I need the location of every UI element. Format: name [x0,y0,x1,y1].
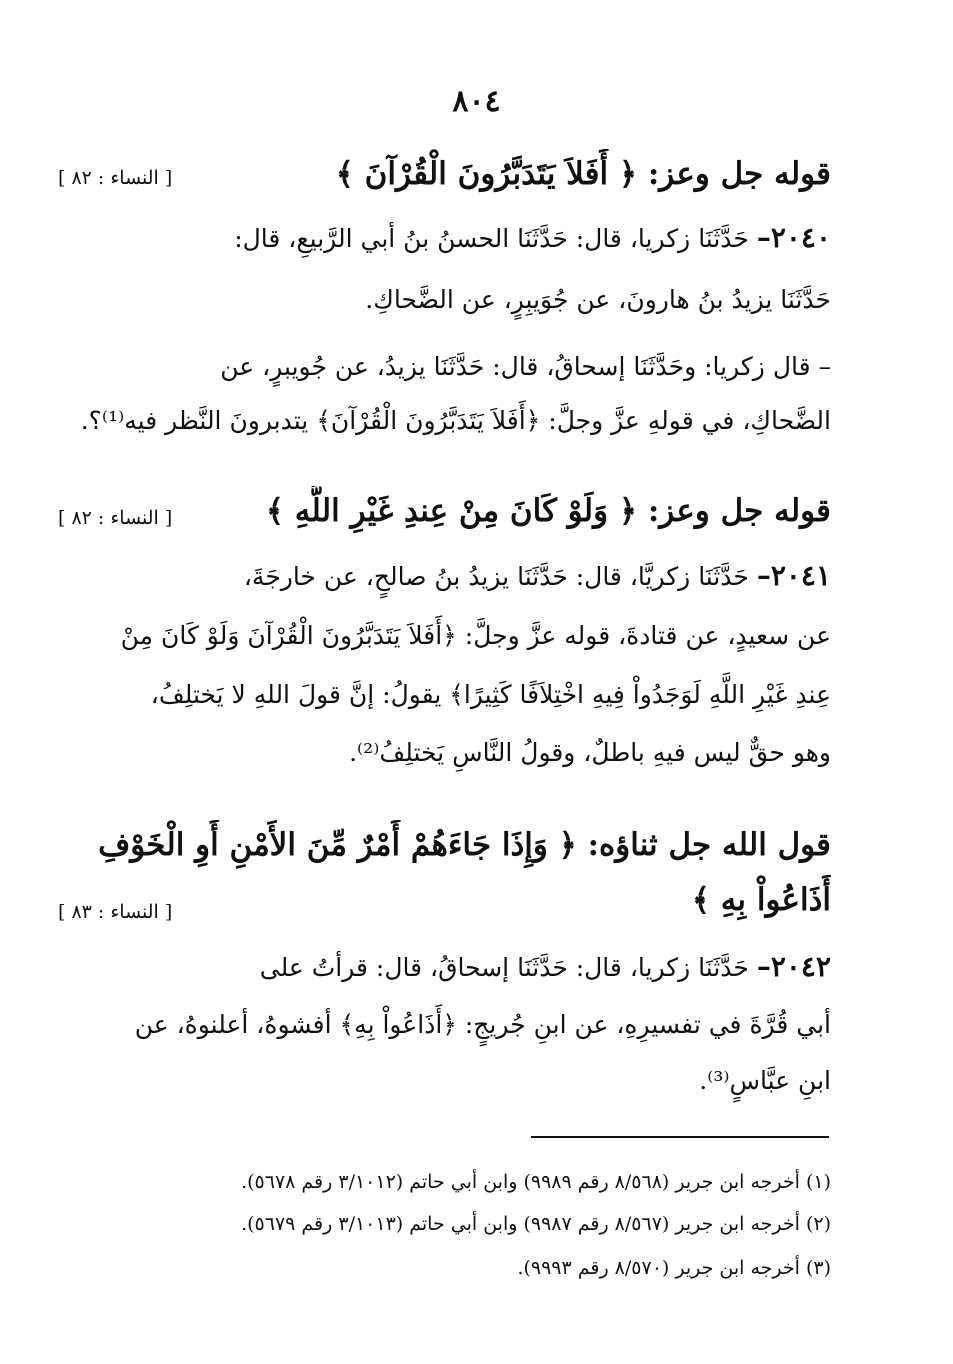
heading-quote: ﴿ أَفَلاَ يَتَدَبَّرُونَ الْقُرْآنَ ﴾ [335,156,638,192]
section-3-heading-cont [58,875,831,925]
section-2-heading [58,486,831,536]
section-3-heading [58,820,831,870]
section-2-line-1 [58,547,831,605]
heading-quote: ﴿ وَلَوْ كَانَ مِنْ عِندِ غَيْرِ اللَّهِ ﴾ [265,493,638,529]
section-1-reference: [ النساء : ٨٢ ] [58,167,173,189]
section-2-line-2: عن سعيدٍ، عن قتادةَ، قوله عزَّ وجلَّ: ﴿أَفَلاَ يَتَدَبَّرُونَ الْقُرْآنَ وَلَوْ كَانَ مِنْ [120,621,831,650]
section-2-line-3: عِندِ غَيْرِ اللَّهِ لَوَجَدُواْ فِيهِ اخْتِلاَفًا كَثِيرًا﴾ يقولُ: إنَّ قولَ اللهِ لا يَختلِفُ، [150,680,831,709]
footnote-divider [531,1136,829,1138]
hadith-text: حَدَّثَنَا زكريَّا، قال: حَدَّثَنَا يزيدُ بنُ صالحٍ، عن خارجَةَ، [243,562,749,591]
footnote-1: (١) أخرجه ابن جرير (٨/٥٦٨ رقم ٩٩٨٩) وابن أبي حاتم (٣/١٠١٢ رقم ٥٦٧٨). [241,1171,831,1193]
section-1-line-4: الضَّحاكِ، في قولهِ عزَّ وجلَّ: ﴿أَفَلاَ يَتَدَبَّرُونَ الْقُرْآنَ﴾ يتدبرونَ النَّظر فيه⁽¹⁾؟. [80,406,831,435]
section-2-line-4: وهو حقٌّ ليس فيهِ باطلٌ، وقولُ النَّاسِ يَختلِفُ⁽²⁾. [349,738,831,767]
section-1-heading [58,149,831,199]
section-3-line-3: ابنِ عبَّاسٍ⁽³⁾. [699,1066,831,1095]
heading-prefix: قول الله جل ثناؤه: [587,827,831,863]
heading-quote-continuation: أَذَاعُواْ بِهِ ﴾ [691,882,831,918]
section-1-line-3: – قال زكريا: وحَدَّثَنَا إسحاقُ، قال: حَدَّثَنَا يزيدُ، عن جُويبرٍ، عن [220,352,831,381]
heading-prefix: قوله جل وعز: [647,493,831,529]
section-3-line-2: أبي قُرَّةَ في تفسيرِهِ، عن ابنِ جُريجٍ: ﴿أَذَاعُواْ بِهِ﴾ أفشوهُ، أعلنوهُ، عن [134,1010,831,1039]
hadith-text: حَدَّثَنَا زكريا، قال: حَدَّثَنَا الحسنُ بنُ أبي الرَّبيعِ، قال: [234,224,749,253]
hadith-text: حَدَّثَنَا زكريا، قال: حَدَّثَنَا إسحاقُ، قال: قرأتُ على [259,953,749,982]
section-1-line-1 [58,209,831,267]
section-3-reference: [ النساء : ٨٣ ] [58,901,173,923]
hadith-number: ٢٠٤٢– [756,950,831,983]
section-1-line-2: حَدَّثَنَا يزيدُ بنُ هارونَ، عن جُوَيبِرٍ، عن الضَّحاكِ. [365,285,831,314]
heading-prefix: قوله جل وعز: [647,156,831,192]
footnote-3: (٣) أخرجه ابن جرير (٨/٥٧٠ رقم ٩٩٩٣). [517,1257,831,1279]
heading-quote: ﴿ وَإِذَا جَاءَهُمْ أَمْرٌ مِّنَ الأَمْنِ أَوِ الْخَوْفِ [98,827,577,863]
footnote-2: (٢) أخرجه ابن جرير (٨/٥٦٧ رقم ٩٩٨٧) وابن أبي حاتم (٣/١٠١٣ رقم ٥٦٧٩). [241,1213,831,1235]
hadith-number: ٢٠٤١– [756,559,831,592]
section-2-reference: [ النساء : ٨٢ ] [58,507,173,529]
hadith-number: ٢٠٤٠– [756,221,831,254]
section-3-line-1 [58,938,831,996]
page-number: ٨٠٤ [452,84,501,119]
